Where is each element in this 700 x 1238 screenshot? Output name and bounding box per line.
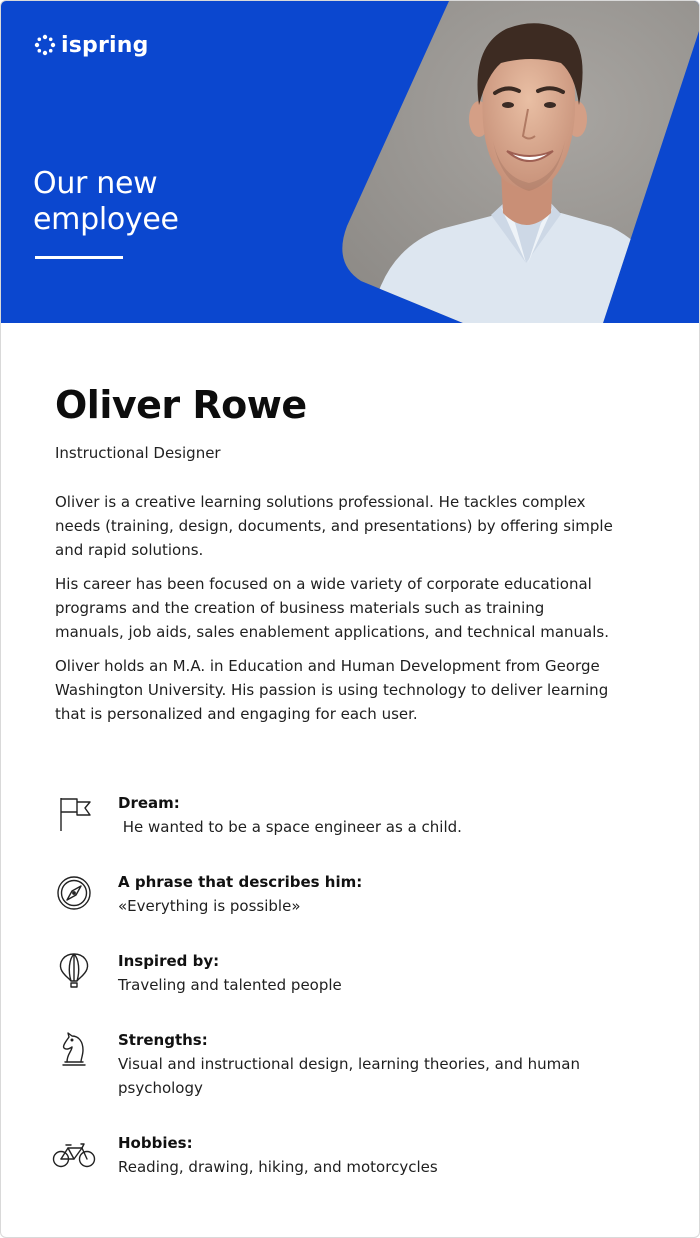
fact-text: Traveling and talented people [118, 976, 342, 994]
fact-text: Visual and instructional design, learning theories, and human psychology [118, 1055, 580, 1097]
bicycle-icon [52, 1133, 96, 1171]
fact-label: Inspired by: [118, 952, 220, 970]
tagline-underline [35, 256, 123, 259]
tagline-line-1: Our new [33, 166, 158, 201]
employee-bio [55, 490, 615, 726]
logo-text: ispring [61, 32, 149, 58]
fact-label: Dream: [118, 794, 180, 812]
fact-hobbies [55, 1131, 645, 1210]
fact-label: A phrase that describes him: [118, 873, 363, 891]
fact-inspired [55, 949, 645, 1028]
ispring-logo-icon [34, 34, 56, 56]
ispring-logo [34, 31, 149, 59]
header-banner [1, 1, 699, 323]
fact-phrase [55, 870, 645, 949]
fact-text: «Everything is possible» [118, 897, 301, 915]
tagline-line-2: employee [33, 202, 179, 237]
facts-list [55, 791, 645, 1210]
header-tagline [33, 166, 293, 238]
bio-paragraph: His career has been focused on a wide variety of corporate educational programs and the creation of business materials such as training manuals, job aids, sales enablement applications, and technical manuals. [55, 575, 609, 641]
fact-dream [55, 791, 645, 870]
employee-name: Oliver Rowe [55, 383, 307, 427]
fact-text: Reading, drawing, hiking, and motorcycles [118, 1158, 438, 1176]
employee-job-title: Instructional Designer [55, 444, 221, 462]
bio-paragraph: Oliver holds an M.A. in Education and Human Development from George Washington University. His passion is using technology to deliver learning that is personalized and engaging for each user. [55, 657, 609, 723]
chess-knight-icon [55, 1030, 93, 1068]
profile-section [55, 381, 615, 736]
compass-icon [55, 872, 93, 910]
fact-strengths [55, 1028, 645, 1131]
bio-paragraph: Oliver is a creative learning solutions professional. He tackles complex needs (training, design, documents, and presentations) by offering simple and rapid solutions. [55, 493, 613, 559]
fact-label: Hobbies: [118, 1134, 193, 1152]
fact-text: He wanted to be a space engineer as a child. [118, 818, 462, 836]
flag-icon [55, 793, 93, 831]
fact-label: Strengths: [118, 1031, 208, 1049]
hot-air-balloon-icon [55, 951, 93, 989]
